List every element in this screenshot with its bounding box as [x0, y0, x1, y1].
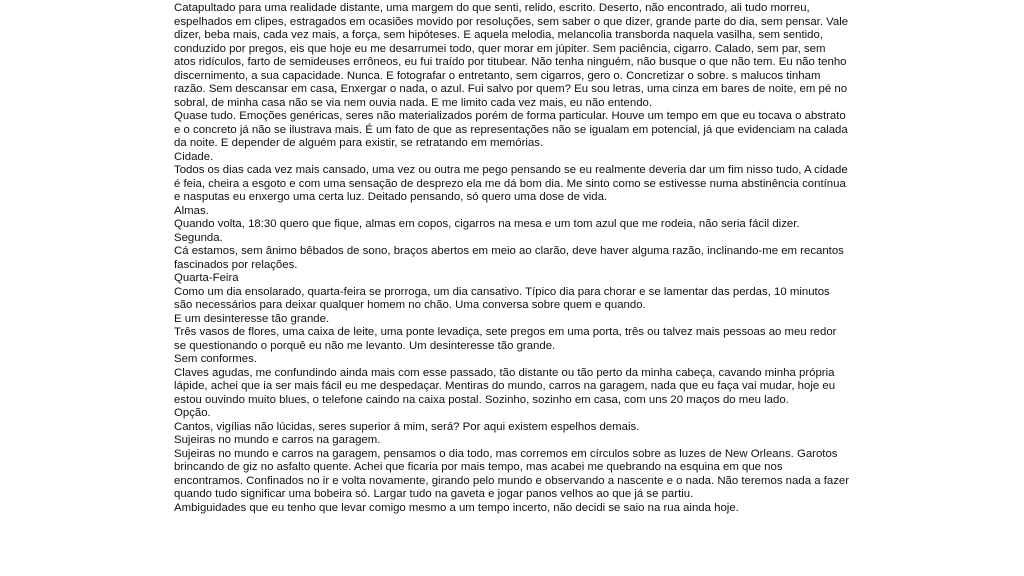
section-heading: Opção. — [174, 407, 211, 419]
section-heading: Almas. — [174, 204, 209, 217]
section-heading: E um desinteresse tão grande. — [174, 312, 330, 325]
paragraph: Todos os dias cada vez mais cansado, uma vez ou outra me pego pensando se eu realmente deveria dar um fim nisso tudo, A cidade é feia, cheira a esgoto e com uma sensação de desprezo ela me dá bom dia. Me sinto como se estivesse numa abstinência contínua e nasputas eu enxergo uma certa luz. Deitado pensando, só quero uma dose de vida. — [174, 164, 848, 203]
section-heading: Sem conformes. — [174, 353, 257, 365]
paragraph: Quase tudo. Emoções genéricas, seres não materializados porém de forma particular. Houve um tempo em que eu tocava o abstrato e o concreto já não se ilustrava mais. É um fato de que as representações não se igualam em potencial, já que evidenciam na calada da noite. E depender de alguém para existir, se retratando em memórias. — [174, 110, 848, 149]
paragraph: Cantos, vigílias não lúcidas, seres superior á mim, será? Por aqui existem espelhos demais. — [174, 420, 640, 433]
paragraph: Catapultado para uma realidade distante, uma margem do que senti, relido, escrito. Deserto, não encontrado, ali tudo morreu, espelhados em clipes, estragados em ocasiões movido por resoluções, sem saber o que dizer, grande parte do dia, sem pensar. Vale dizer, beba mais, cada vez mais, a força, sem hipóteses. E aquela melodia, melancolia transborda naquela vasilha, sem sentido, conduzido por pregos, eis que hoje eu me desarrumei todo, quer morar em júpiter. Sem paciência, cigarro. Calado, sem par, sem atos ridículos, farto de semideuses errôneos, eu fui traído por titubear. Não tenha ninguém, não busque o que não tem. Eu não tenho discernimento, a sua capacidade. Nunca. E fotografar o entretanto, sem cigarros, gero o. Concretizar o sobre. s malucos tinham razão. Sem descansar em casa, Enxergar o nada, o azul. Fui salvo por quem? Eu sou letras, uma cinza em bares de noite, em pé no sobral, de minha casa não se via nem ouvia nada. E me limito cada vez mais, eu não entendo. — [174, 2, 849, 109]
paragraph: Três vasos de flores, uma caixa de leite, uma ponte levadiça, sete pregos em uma porta, três ou talvez mais pessoas ao meu redor se questionando o porquê eu não me levanto. Um desinteresse tão grande. — [174, 326, 837, 352]
section-heading: Cidade. — [174, 150, 214, 163]
section-heading: Sujeiras no mundo e carros na garagem. — [174, 434, 381, 446]
paragraph: Quando volta, 18:30 quero que fique, almas em copos, cigarros na mesa e um tom azul que me rodeia, não seria fácil dizer. — [174, 218, 800, 230]
paragraph: Sujeiras no mundo e carros na garagem, pensamos o dia todo, mas corremos em círculos sobre as luzes de New Orleans. Garotos brincando de giz no asfalto quente. Achei que ficaria por mais tempo, mas acabei me quebrando na esquina em que nos encontramos. Confinados no ir e volta novamente, girando pelo mundo e observando a nascente e o nada. Não teremos nada a fazer quando tudo significar uma bobeira só. Largar tudo na gaveta e jogar panos velhos ao que já se partiu. — [174, 447, 850, 500]
document-body — [174, 2, 850, 515]
paragraph: Como um dia ensolarado, quarta-feira se prorroga, um dia cansativo. Típico dia para chorar e se lamentar das perdas, 10 minutos são necessários para deixar qualquer homem no chão. Uma conversa sobre quem e quando. — [174, 285, 830, 311]
paragraph: Ambiguidades que eu tenho que levar comigo mesmo a um tempo incerto, não decidi se saio na rua ainda hoje. — [174, 501, 739, 514]
paragraph: Claves agudas, me confundindo ainda mais com esse passado, tão distante ou tão perto da minha cabeça, cavando minha própria lápide, achei que ia ser mais fácil eu me despedaçar. Mentiras do mundo, carros na garagem, nada que eu faça vai mudar, hoje eu estou ouvindo muito blues, o telefone caindo na caixa postal. Sozinho, sozinho em casa, com uns 20 maços do meu lado. — [174, 366, 836, 406]
section-heading: Segunda. — [174, 231, 223, 244]
section-heading: Quarta-Feira — [174, 272, 239, 284]
paragraph: Cá estamos, sem ânimo bêbados de sono, braços abertos em meio ao clarão, deve haver alguma razão, inclinando-me em recantos fascinados por relações. — [174, 245, 844, 271]
